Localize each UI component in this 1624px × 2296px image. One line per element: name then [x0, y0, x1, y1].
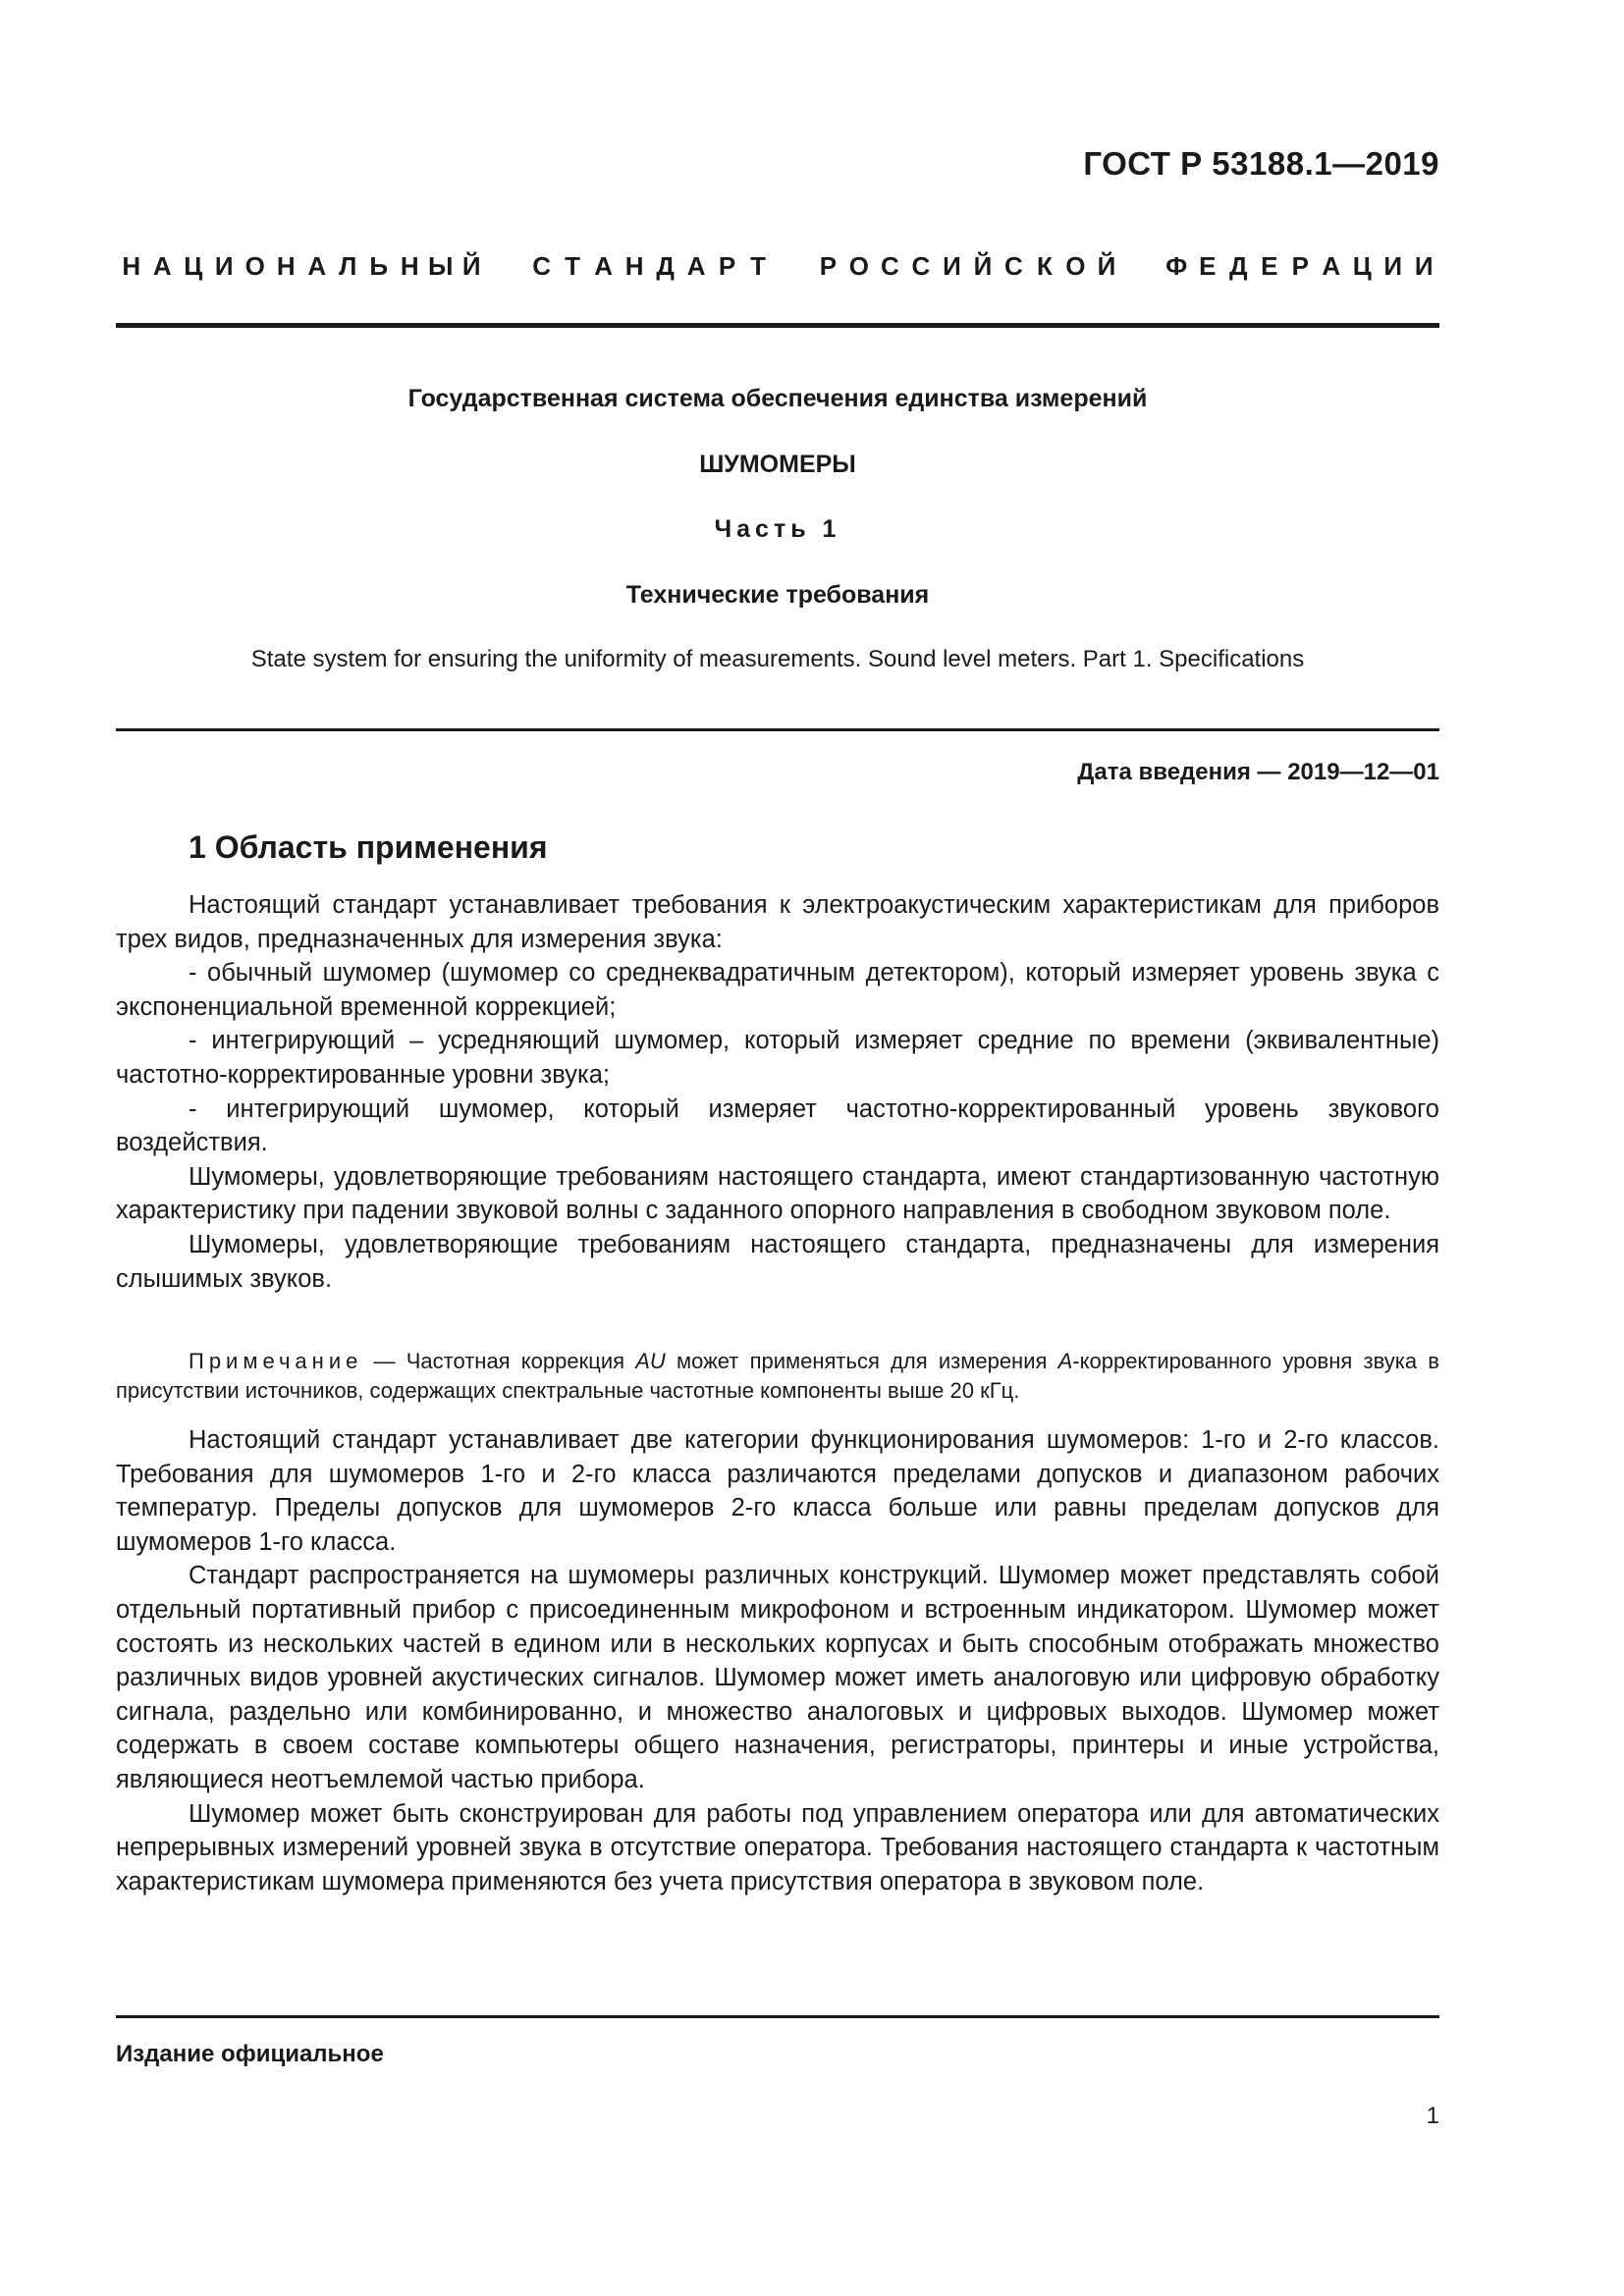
standard-part: Часть 1 [714, 515, 841, 543]
list-item: - интегрирующий шумомер, который измеряет частотно-корректированный уровень звукового воздействия. [116, 1095, 1439, 1157]
national-standard-banner [116, 251, 1439, 282]
banner-word-3: Р О С С И Й С К О Й [819, 251, 1116, 281]
standard-name: ШУМОМЕРЫ [699, 451, 856, 478]
paragraph: Шумомеры, удовлетворяющие требованиям настоящего стандарта, предназначены для измерения слышимых звуков. [116, 1230, 1439, 1293]
section-body-a [116, 888, 1439, 1296]
note-text-part: -корректированного уровня звука в присутствии источников, содержащих спектральные частотные компоненты выше 20 кГц. [116, 1349, 1439, 1403]
note-text-part: может применяться для измерения [665, 1349, 1058, 1373]
paragraph: Шумомер может быть сконструирован для работы под управлением оператора или для автоматических непрерывных измерений уровней звука в отсутствие оператора. Требования настоящего стандарта к частотным характеристикам шумомера применяются без учета присутствия оператора в звуковом поле. [116, 1799, 1439, 1896]
note-dash: — [362, 1349, 406, 1373]
introduction-date: Дата введения — 2019—12—01 [1077, 759, 1439, 785]
note-italic-term: A [1057, 1349, 1073, 1373]
banner-word-4: Ф Е Д Е Р А Ц И И [1165, 251, 1434, 281]
list-item: - обычный шумомер (шумомер со среднеквадратичным детектором), который измеряет уровень звука с экспоненциальной временной коррекцией; [116, 959, 1439, 1021]
standard-system-title: Государственная система обеспечения единства измерений [407, 385, 1148, 412]
banner-word-1: Н А Ц И О Н А Л Ь Н Ы Й [122, 251, 481, 281]
page-number: 1 [1426, 2103, 1439, 2129]
header-divider [116, 323, 1439, 328]
note-italic-term: AU [635, 1349, 666, 1373]
paragraph: Стандарт распространяется на шумомеры различных конструкций. Шумомер может представлять собой отдельный портативный прибор с присоединенным микрофоном и встроенным индикатором. Шумомер может состоять из нескольких частей в едином или в нескольких корпусах и быть способным отображать множество различных видов уровней акустических сигналов. Шумомер может иметь аналоговую или цифровую обработку сигнала, раздельно или комбинированно, и множество аналоговых и цифровых выходов. Шумомер может содержать в своем составе компьютеры общего назначения, регистраторы, принтеры и иные устройства, являющиеся неотъемлемой частью прибора. [116, 1562, 1439, 1793]
note-label: Примечание [189, 1349, 363, 1373]
note-text [116, 1347, 1439, 1406]
section-heading: 1 Область применения [189, 829, 548, 865]
banner-word-2: С Т А Н Д А Р Т [532, 251, 767, 281]
note-text-part: Частотная коррекция [406, 1349, 636, 1373]
section-body-b [116, 1423, 1439, 1898]
standard-subtitle: Технические требования [625, 581, 930, 609]
official-edition-label: Издание официальное [116, 2041, 384, 2067]
document-number: ГОСТ Р 53188.1—2019 [1083, 145, 1439, 182]
paragraph: Настоящий стандарт устанавливает требования к электроакустическим характеристикам для приборов трех видов, предназначенных для измерения звука: [116, 891, 1439, 953]
paragraph: Шумомеры, удовлетворяющие требованиям настоящего стандарта, имеют стандартизованную частотную характеристику при падении звуковой волны с заданного опорного направления в свободном звуковом поле. [116, 1162, 1439, 1225]
list-item: - интегрирующий – усредняющий шумомер, который измеряет средние по времени (эквивалентные) частотно-корректированные уровни звука; [116, 1027, 1439, 1089]
title-divider [116, 728, 1439, 731]
footer-divider [116, 2015, 1439, 2018]
paragraph: Настоящий стандарт устанавливает две категории функционирования шумомеров: 1-го и 2-го классов. Требования для шумомеров 1-го и 2-го класса различаются пределами допусков и диапазоном рабочих температур. Пределы допусков для шумомеров 2-го класса больше или равны пределам допусков для шумомеров 1-го класса. [116, 1426, 1439, 1556]
english-title: State system for ensuring the uniformity of measurements. Sound level meters. Part 1. Specifications [250, 646, 1305, 672]
note [116, 1347, 1439, 1406]
